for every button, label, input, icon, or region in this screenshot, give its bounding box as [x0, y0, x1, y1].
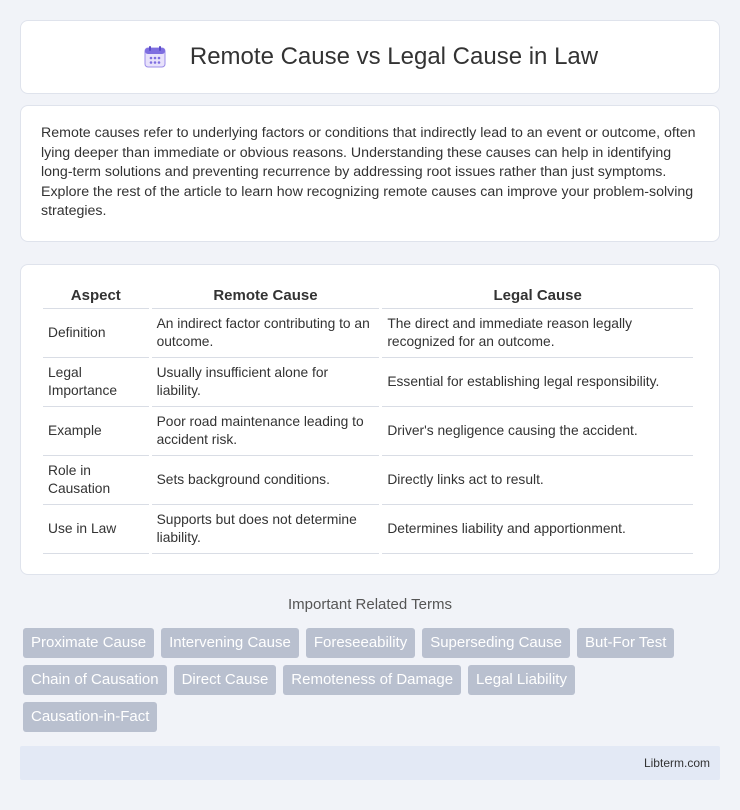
cell-legal: Driver's negligence causing the accident. [382, 407, 693, 456]
cell-remote: Supports but does not determine liability. [152, 505, 380, 554]
table-header-row [43, 283, 693, 309]
related-term-tag[interactable]: Foreseeability [306, 628, 415, 658]
footer-site-link[interactable]: Libterm.com [643, 756, 710, 770]
cell-aspect: Role in Causation [43, 456, 149, 505]
cell-aspect: Legal Importance [43, 358, 149, 407]
footer [20, 746, 720, 780]
related-term-tag[interactable]: Causation-in-Fact [23, 702, 157, 732]
table-row [43, 309, 693, 358]
table-row [43, 358, 693, 407]
title-card [20, 20, 720, 94]
related-term-tag[interactable]: Remoteness of Damage [283, 665, 461, 695]
related-term-tag[interactable]: But-For Test [577, 628, 674, 658]
cell-legal: Directly links act to result. [382, 456, 693, 505]
cell-remote: Sets background conditions. [152, 456, 380, 505]
calendar-icon [142, 44, 168, 70]
table-row [43, 407, 693, 456]
page-title-text: Remote Cause vs Legal Cause in Law [189, 43, 599, 70]
related-terms-title: Important Related Terms [288, 596, 452, 613]
cell-remote: Poor road maintenance leading to accident risk. [152, 407, 380, 456]
related-term-tag[interactable]: Direct Cause [174, 665, 277, 695]
cell-legal: Essential for establishing legal responsibility. [382, 358, 693, 407]
cell-remote: Usually insufficient alone for liability. [152, 358, 380, 407]
intro-text: Remote causes refer to underlying factors or conditions that indirectly lead to an event or outcome, often lying deeper than immediate or obvious reasons. Understanding these causes can help in identifying long-term solutions and preventing recurrence by addressing root issues rather than just symptoms. Explore the rest of the article to learn how recognizing remote causes can improve your problem-solving strategies. [41, 125, 696, 219]
comparison-table-card [20, 264, 720, 575]
cell-legal: The direct and immediate reason legally recognized for an outcome. [382, 309, 693, 358]
related-term-tag[interactable]: Proximate Cause [23, 628, 154, 658]
cell-remote: An indirect factor contributing to an outcome. [152, 309, 380, 358]
related-term-tag[interactable]: Legal Liability [468, 665, 575, 695]
header-remote-cause: Remote Cause [152, 283, 380, 309]
related-term-tag[interactable]: Superseding Cause [422, 628, 570, 658]
intro-card [20, 105, 720, 242]
header-legal-cause: Legal Cause [382, 283, 693, 309]
table-row [43, 456, 693, 505]
cell-aspect: Use in Law [43, 505, 149, 554]
related-term-tag[interactable]: Chain of Causation [23, 665, 167, 695]
related-terms-list [23, 628, 723, 739]
cell-aspect: Definition [43, 309, 149, 358]
related-term-tag[interactable]: Intervening Cause [161, 628, 299, 658]
table-row [43, 505, 693, 554]
cell-aspect: Example [43, 407, 149, 456]
cell-legal: Determines liability and apportionment. [382, 505, 693, 554]
comparison-table [40, 283, 696, 554]
page-title [142, 43, 598, 71]
header-aspect: Aspect [43, 283, 149, 309]
